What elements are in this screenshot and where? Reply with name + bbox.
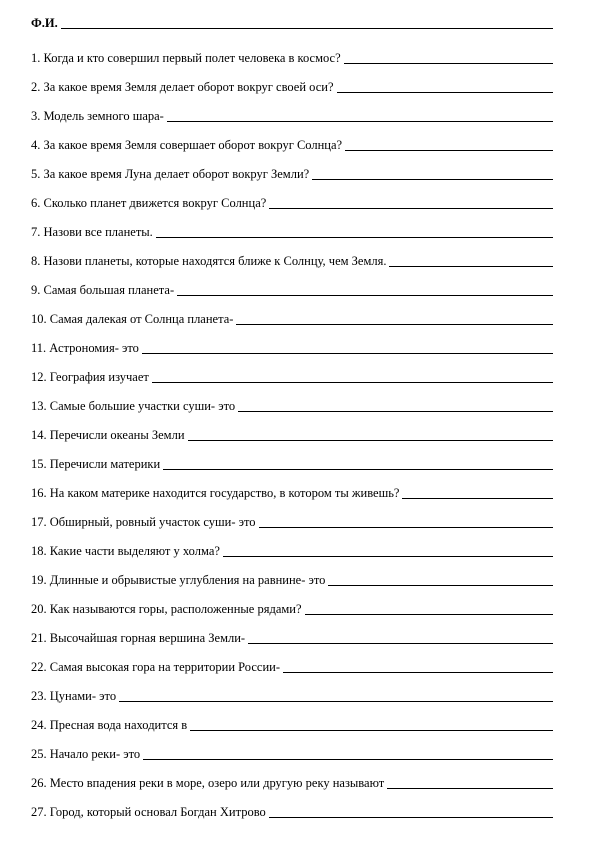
question-row-21 xyxy=(31,617,553,646)
question-text: 8. Назови планеты, которые находятся ближе к Солнцу, чем Земля. xyxy=(31,254,387,268)
answer-line[interactable] xyxy=(344,62,553,64)
question-text: 24. Пресная вода находится в xyxy=(31,718,188,732)
question-row-27 xyxy=(31,791,553,820)
question-text: 4. За какое время Земля совершает оборот вокруг Солнца? xyxy=(31,138,343,152)
question-text: 20. Как называются горы, расположенные рядами? xyxy=(31,602,302,616)
worksheet xyxy=(31,13,553,820)
question-row-19 xyxy=(31,559,553,588)
question-text: 23. Цунами- это xyxy=(31,689,117,703)
answer-line[interactable] xyxy=(223,555,553,557)
answer-line[interactable] xyxy=(283,671,553,673)
question-row-15 xyxy=(31,443,553,472)
answer-line[interactable] xyxy=(312,178,553,180)
question-text: 26. Место впадения реки в море, озеро или другую реку называют xyxy=(31,776,385,790)
answer-line[interactable] xyxy=(156,236,553,238)
question-row-8 xyxy=(31,240,553,269)
answer-line[interactable] xyxy=(163,468,553,470)
question-row-1 xyxy=(31,37,553,66)
question-text: 11. Астрономия- это xyxy=(31,341,139,355)
question-row-13 xyxy=(31,385,553,414)
question-text: 17. Обширный, ровный участок суши- это xyxy=(31,515,256,529)
answer-line[interactable] xyxy=(389,265,553,267)
question-text: 27. Город, который основал Богдан Хитрово xyxy=(31,805,266,819)
question-text: 13. Самые большие участки суши- это xyxy=(31,399,236,413)
question-text: 25. Начало реки- это xyxy=(31,747,141,761)
answer-line[interactable] xyxy=(190,729,553,731)
question-text: 18. Какие части выделяют у холма? xyxy=(31,544,220,558)
answer-line[interactable] xyxy=(167,120,553,122)
question-row-25 xyxy=(31,733,553,762)
question-row-14 xyxy=(31,414,553,443)
question-text: 22. Самая высокая гора на территории России- xyxy=(31,660,280,674)
question-row-12 xyxy=(31,356,553,385)
name-label: Ф.И. xyxy=(31,16,58,30)
answer-line[interactable] xyxy=(305,613,553,615)
question-text: 19. Длинные и обрывистые углубления на равнине- это xyxy=(31,573,326,587)
question-row-20 xyxy=(31,588,553,617)
question-text: 3. Модель земного шара- xyxy=(31,109,164,123)
answer-line[interactable] xyxy=(152,381,553,383)
question-row-11 xyxy=(31,327,553,356)
answer-line[interactable] xyxy=(188,439,553,441)
answer-line[interactable] xyxy=(143,758,553,760)
question-text: 5. За какое время Луна делает оборот вокруг Земли? xyxy=(31,167,310,181)
question-row-16 xyxy=(31,472,553,501)
answer-line[interactable] xyxy=(269,816,553,818)
answer-line[interactable] xyxy=(142,352,553,354)
question-row-10 xyxy=(31,298,553,327)
question-row-2 xyxy=(31,66,553,95)
answer-line[interactable] xyxy=(328,584,553,586)
question-text: 15. Перечисли материки xyxy=(31,457,161,471)
question-row-9 xyxy=(31,269,553,298)
question-text: 21. Высочайшая горная вершина Земли- xyxy=(31,631,246,645)
question-text: 12. География изучает xyxy=(31,370,149,384)
question-text: 14. Перечисли океаны Земли xyxy=(31,428,185,442)
answer-line[interactable] xyxy=(177,294,553,296)
question-text: 6. Сколько планет движется вокруг Солнца? xyxy=(31,196,267,210)
question-row-5 xyxy=(31,153,553,182)
question-text: 9. Самая большая планета- xyxy=(31,283,175,297)
question-row-7 xyxy=(31,211,553,240)
question-text: 16. На каком материке находится государство, в котором ты живешь? xyxy=(31,486,400,500)
answer-line[interactable] xyxy=(236,323,553,325)
question-row-3 xyxy=(31,95,553,124)
question-row-23 xyxy=(31,675,553,704)
question-row-24 xyxy=(31,704,553,733)
answer-line[interactable] xyxy=(345,149,553,151)
answer-line[interactable] xyxy=(248,642,553,644)
question-text: 10. Самая далекая от Солнца планета- xyxy=(31,312,234,326)
answer-line[interactable] xyxy=(119,700,553,702)
answer-line[interactable] xyxy=(402,497,553,499)
name-field-row xyxy=(31,13,553,31)
question-row-17 xyxy=(31,501,553,530)
answer-line[interactable] xyxy=(387,787,553,789)
question-row-26 xyxy=(31,762,553,791)
answer-line[interactable] xyxy=(259,526,553,528)
question-text: 2. За какое время Земля делает оборот вокруг своей оси? xyxy=(31,80,334,94)
question-row-18 xyxy=(31,530,553,559)
answer-line[interactable] xyxy=(238,410,553,412)
question-row-6 xyxy=(31,182,553,211)
question-text: 7. Назови все планеты. xyxy=(31,225,153,239)
answer-line[interactable] xyxy=(337,91,553,93)
question-row-4 xyxy=(31,124,553,153)
question-text: 1. Когда и кто совершил первый полет человека в космос? xyxy=(31,51,341,65)
answer-line[interactable] xyxy=(269,207,553,209)
question-row-22 xyxy=(31,646,553,675)
name-answer-line[interactable] xyxy=(61,27,553,29)
